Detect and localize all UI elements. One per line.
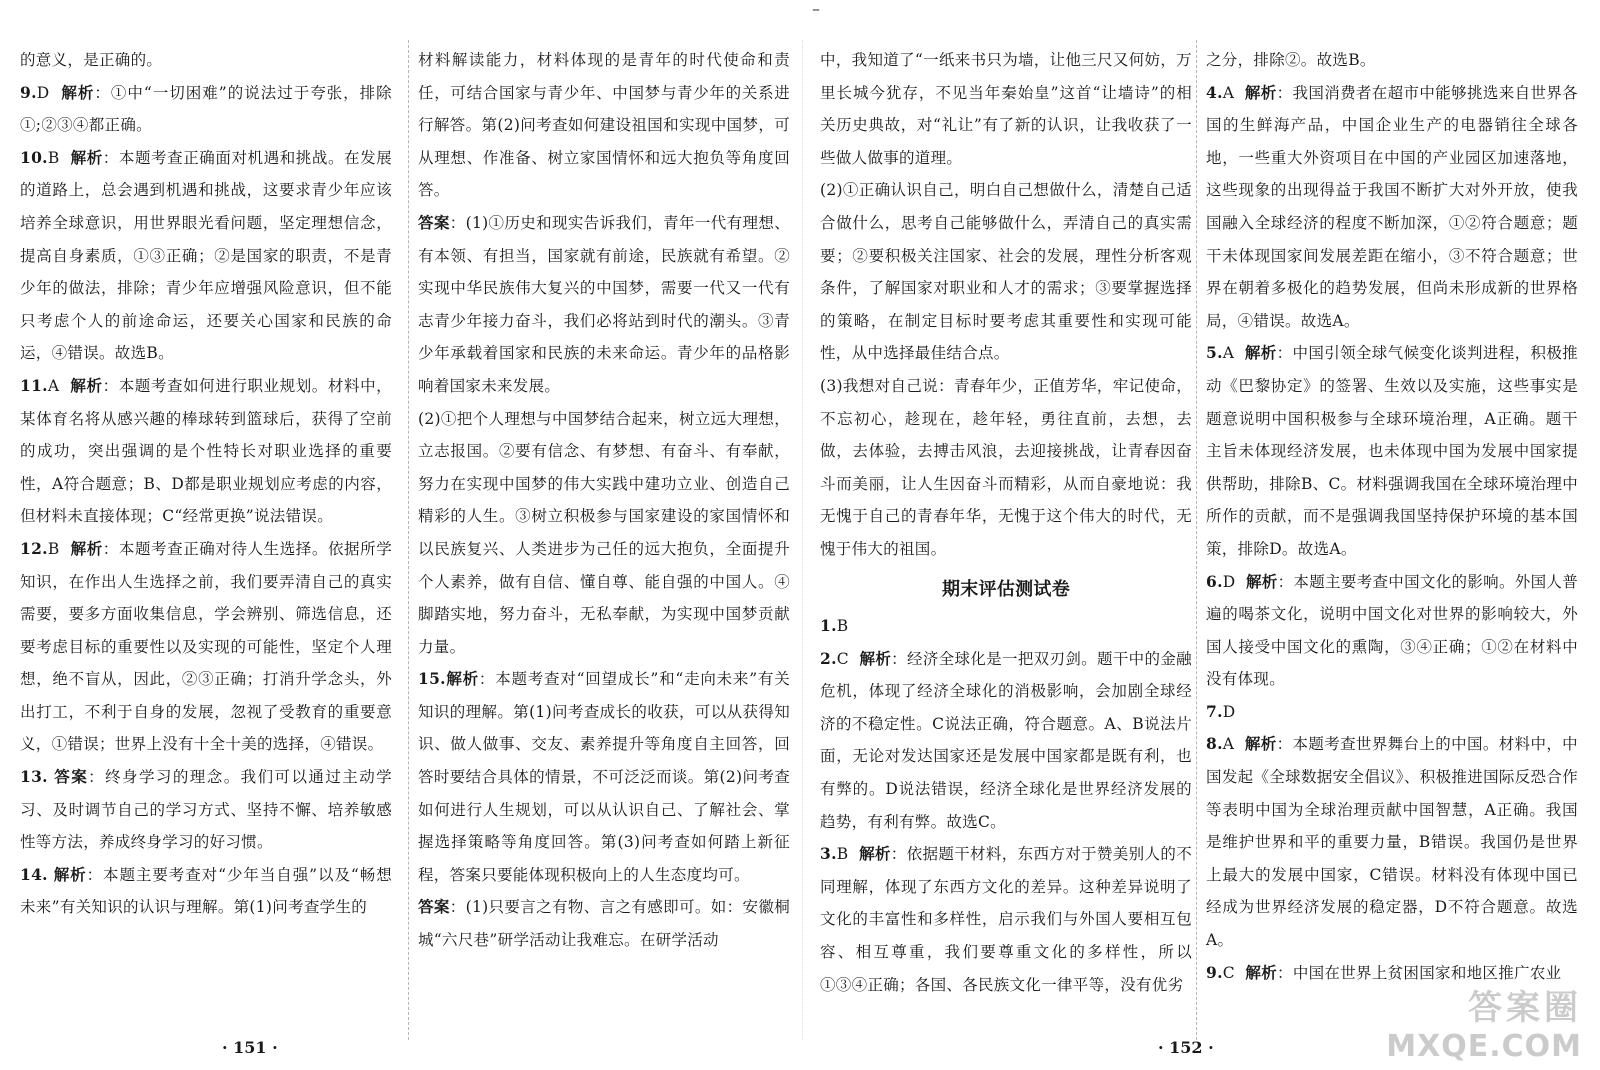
answer-item-6 (1206, 566, 1578, 696)
answer-item-8 (1206, 728, 1578, 956)
answer-item-5 (1206, 337, 1578, 565)
choice: B (836, 845, 849, 864)
choice: D (1222, 572, 1236, 591)
watermark-url: MXQE.COM (1386, 1029, 1582, 1064)
keyword: 解析 (61, 82, 95, 102)
explanation: ：中国引领全球气候变化谈判进程，积极推动《巴黎协定》的签署、生效以及实施，这些事实是题意说明中国积极参与全球环境治理，A正确。题干主旨未体现经济发展，也未体现中国为发展中国家提供帮助，排除B、C。材料强调我国在全球环境治理中所作的贡献，而不是强调我国坚持保护环境的基本国策，排除D。故选A。 (1206, 344, 1578, 558)
answer-item-15 (418, 663, 790, 891)
answer-item-9 (20, 77, 392, 142)
paragraph: (3)我想对自己说：青春年少，正值芳华，牢记使命，不忘初心，趁现在，趁年轻，勇往直前，去想，去做，去体验，去搏击风浪，去迎接挑战，让青春因奋斗而美丽，让人生因奋斗而精彩，从而自豪地说：我无愧于自己的青春年华，无愧于这个伟大的时代，无愧于伟大的祖国。 (820, 376, 1192, 558)
column-1 (20, 44, 392, 924)
item-number: 6. (1206, 571, 1223, 591)
explanation: ：本题考查对“回望成长”和“走向未来”有关知识的理解。第(1)问考查成长的收获，可以从获得知识、做人做事、交友、素养提升等角度自主回答，回答时要结合具体的情景，不可泛泛而谈。第(2)问考查如何进行人生规划，可以从认识自己、了解社会、掌握选择策略等角度回答。第(3)问考查如何踏上新征程，答案只要能体现积极向上的人生态度均可。 (418, 670, 790, 884)
paragraph: 中，我知道了“一纸来书只为墙，让他三尺又何妨，万里长城今犹存，不见当年秦始皇”这首“让墙诗”的相关历史典故，对“礼让”有了新的认识，让我收获了一些做人做事的道理。 (820, 51, 1192, 167)
keyword: 解析 (1246, 571, 1278, 591)
keyword: 解析 (70, 375, 103, 395)
keyword: 解析 (859, 648, 892, 668)
paragraph: 材料解读能力，材料体现的是青年的时代使命和责任，可结合国家与青少年、中国梦与青少年的关系进行解答。第(2)问考查如何建设祖国和实现中国梦，可从理想、作准备、树立家国情怀和远大抱负等角度回答。 (418, 51, 790, 200)
answer-item-1 (820, 610, 1192, 643)
answer-item-12 (20, 533, 392, 761)
explanation: ：经济全球化是一把双刃剑。题干中的金融危机，体现了经济全球化的消极影响，会加剧全球经济的不稳定性。C说法正确，符合题意。A、B说法片面，无论对发达国家还是发展中国家都是既有利，也有弊的。D说法错误，经济全球化是世界经济发展的趋势，有利有弊。故选C。 (820, 649, 1192, 831)
keyword: 答案 (54, 767, 89, 787)
explanation: ：我国消费者在超市中能够挑选来自世界各国的生鲜海产品，中国企业生产的电器销往全球各地，一些重大外资项目在中国的产业园区加速落地，这些现象的出现得益于我国不断扩大对外开放，使我国融入全球经济的程度不断加深，①②符合题意；题干未体现国家间发展差距在缩小，③不符合题意；世界在朝着多极化的趋势发展，但尚未形成新的世界格局，④错误。故选A。 (1206, 83, 1578, 330)
choice: C (1222, 963, 1235, 982)
item-number: 8. (1206, 734, 1223, 754)
answer-text: ：(1)只要言之有物、言之有感即可。如：安徽桐城“六尺巷”研学活动让我难忘。在研学活动 (418, 898, 790, 950)
answer-item-4 (1206, 77, 1578, 338)
item-number: 12. (20, 538, 48, 558)
column-3 (820, 44, 1192, 1001)
keyword: 解析 (859, 844, 891, 864)
choice: B (47, 148, 60, 167)
choice: B (47, 539, 60, 558)
answer-item-7 (1206, 696, 1578, 729)
explanation: ：①中“一切困难”的说法过于夸张，排除①;②③④都正确。 (20, 83, 392, 135)
answer-item-13 (20, 761, 392, 859)
keyword: 解析 (445, 669, 479, 689)
paragraph: (2)①把个人理想与中国梦结合起来，树立远大理想，立志报国。②要有信念、有梦想、有奋斗、有奉献，努力在实现中国梦的伟大实践中建功立业、创造自己精彩的人生。③树立积极参与国家建设的家国情怀和以民族复兴、人类进步为己任的远大抱负，全面提升个人素养，做有自信、懂自尊、能自强的中国人。④脚踏实地，努力奋斗，无私奉献，为实现中国梦贡献力量。 (418, 409, 790, 656)
column-4 (1206, 44, 1578, 989)
choice: A (1222, 344, 1235, 363)
item-number: 15. (418, 669, 446, 689)
page-number-right: · 152 · (1158, 1038, 1214, 1057)
keyword: 解析 (70, 147, 103, 167)
item-number: 3. (820, 844, 837, 864)
choice: A (1222, 83, 1235, 102)
explanation: ：本题考查正确面对机遇和挑战。在发展的道路上，总会遇到机遇和挑战，这要求青少年应该培养全球意识，用世界眼光看问题，坚定理想信念，提高自身素质，①③正确；②是国家的职责，不是青少年的做法，排除；青少年应增强风险意识，但不能只考虑个人的前途命运，还要关心国家和民族的命运，④错误。故选B。 (20, 148, 392, 363)
page-number-left: · 151 · (222, 1038, 278, 1057)
explanation: ：本题考查如何进行职业规划。材料中，某体育名将从感兴趣的棒球转到篮球后，获得了空前的成功，突出强调的是个性特长对职业选择的重要性，A符合题意；B、D都是职业规划应考虑的内容，但材料未直接体现；C“经常更换”说法错误。 (20, 376, 392, 526)
paragraph: 之分，排除②。故选B。 (1206, 51, 1376, 69)
keyword: 解析 (1244, 82, 1277, 102)
explanation: ：本题考查正确对待人生选择。依据所学知识，在作出人生选择之前，我们要弄清自己的真实需要，要多方面收集信息，学会辨别、筛选信息，还要考虑目标的重要性以及实现的可能性，坚定个人理想，绝不盲从，因此，②③正确；打消升学念头，外出打工，不利于自身的发展，忽视了受教育的重要意义，①错误；世界上没有十全十美的选择，④错误。 (20, 539, 392, 754)
item-number: 5. (1206, 343, 1223, 363)
item-number: 11. (20, 375, 48, 395)
choice: C (836, 649, 849, 668)
item-number: 2. (820, 648, 837, 668)
item-number: 10. (20, 147, 48, 167)
explanation: ：中国在世界上贫困国家和地区推广农业 (1277, 963, 1562, 982)
choice: D (36, 83, 50, 102)
choice: A (1222, 735, 1235, 754)
column-2 (418, 44, 790, 957)
explanation: ：依据题干材料，东西方对于赞美别人的不同理解，体现了东西方文化的差异。这种差异说明了文化的丰富性和多样性，启示我们与外国人要相互包容、相互尊重，我们要尊重文化的多样性，所以①③④正确；各国、各民族文化一律平等，没有优劣 (820, 845, 1192, 994)
answer-block (418, 891, 790, 956)
choice: B (836, 617, 849, 636)
keyword: 解析 (1244, 734, 1277, 754)
watermark-logo (1386, 980, 1582, 1064)
item-number: 14. (20, 864, 48, 884)
paragraph: (2)①正确认识自己，明白自己想做什么，清楚自己适合做什么，思考自己能够做什么，弄清自己的真实需要；②要积极关注国家、社会的发展，理性分析客观条件，了解国家对职业和人才的需求；③要掌握选择的策略，在制定目标时要考虑其重要性和实现可能性，从中选择最佳结合点。 (820, 181, 1192, 363)
answer-item-14 (20, 859, 392, 924)
keyword: 答案 (418, 212, 450, 232)
answer-item-3 (820, 838, 1192, 1001)
item-number: 9. (1206, 962, 1223, 982)
column-divider-right (1196, 40, 1197, 1040)
choice: A (47, 376, 60, 395)
explanation: ：终身学习的理念。我们可以通过主动学习、及时调节自己的学习方式、坚持不懈、培养敏感性等方法，养成终身学习的好习惯。 (20, 768, 392, 852)
choice: D (1222, 702, 1236, 721)
answer-text: ：(1)①历史和现实告诉我们，青年一代有理想、有本领、有担当，国家就有前途，民族就有希望。②实现中华民族伟大复兴的中国梦，需要一代又一代有志青少年接力奋斗，我们必将站到时代的潮头。③青少年承载着国家和民族的未来命运。青少年的品格影响着国家未来发展。 (418, 213, 790, 395)
explanation: ：本题主要考查中国文化的影响。外国人普遍的喝茶文化，说明中国文化对世界的影响较大，外国人接受中国文化的熏陶，③④正确；①②在材料中没有体现。 (1206, 572, 1578, 689)
item-number: 13. (20, 767, 48, 787)
watermark-text: 答案圈 (1468, 988, 1582, 1028)
keyword: 答案 (418, 897, 450, 917)
answer-item-2 (820, 643, 1192, 839)
page-gutter (802, 40, 803, 1040)
section-title: 期末评估测试卷 (941, 578, 1071, 600)
item-number: 1. (820, 616, 837, 636)
answer-item-11 (20, 370, 392, 533)
page-top-mark: – (812, 0, 820, 18)
keyword: 解析 (1244, 343, 1277, 363)
explanation: ：本题主要考查对“少年当自强”以及“畅想未来”有关知识的认识与理解。第(1)问考查学生的 (20, 865, 392, 917)
explanation: ：本题考查世界舞台上的中国。材料中，中国发起《全球数据安全倡议》、积极推进国际反恐合作等表明中国为全球治理贡献中国智慧，A正确。我国是维护世界和平的重要力量，B错误。我国仍是世界上最大的发展中国家，C错误。材料没有体现中国已经成为世界经济发展的稳定器，D不符合题意。故选A。 (1206, 735, 1578, 950)
paragraph: 的意义，是正确的。 (20, 51, 163, 69)
item-number: 7. (1206, 701, 1223, 721)
item-number: 9. (20, 82, 37, 102)
keyword: 解析 (1245, 962, 1278, 982)
keyword: 解析 (70, 538, 103, 558)
keyword: 解析 (53, 864, 87, 884)
column-divider-left (408, 40, 409, 1040)
item-number: 4. (1206, 82, 1223, 102)
answer-item-10 (20, 142, 392, 370)
answer-block (418, 207, 790, 403)
